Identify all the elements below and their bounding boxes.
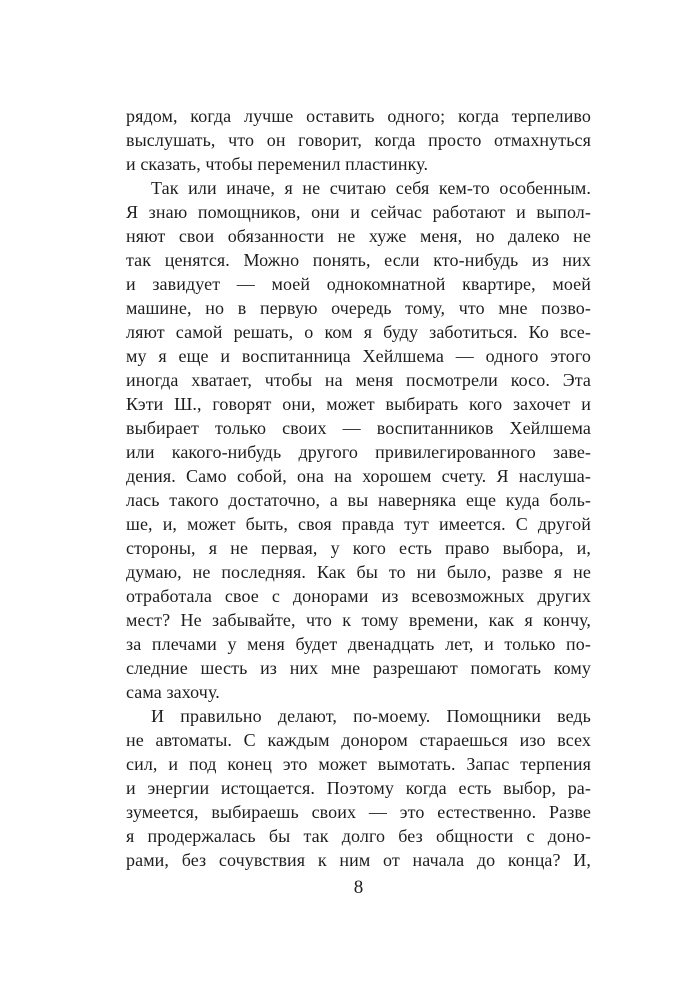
page-number: 8 bbox=[353, 877, 364, 898]
text-line: лась такого достаточно, а вы наверняка еще куда боль- bbox=[126, 490, 591, 510]
text-line: Я знаю помощников, они и сейчас работают и выпол- bbox=[126, 202, 591, 222]
text-line: или какого-нибудь другого привилегированного заве- bbox=[126, 442, 591, 462]
text-line: выслушать, что он говорит, когда просто отмахнуться bbox=[126, 130, 591, 150]
text-line: рядом, когда лучше оставить одного; когда терпеливо bbox=[126, 106, 591, 126]
text-line: ше, и, может быть, своя правда тут имеется. С другой bbox=[126, 514, 591, 534]
text-line: иногда хватает, чтобы на меня посмотрели косо. Эта bbox=[126, 370, 591, 390]
page-text-block bbox=[126, 104, 591, 872]
text-line: ляют самой решать, о ком я буду заботиться. Ко все- bbox=[126, 322, 591, 342]
text-line: следние шесть из них мне разрешают помогать кому bbox=[126, 658, 591, 678]
text-line: думаю, не последняя. Как бы то ни было, разве я не bbox=[126, 562, 591, 582]
text-line: и энергии истощается. Поэтому когда есть выбор, ра- bbox=[126, 778, 591, 798]
text-line: зумеется, выбираешь своих — это естественно. Разве bbox=[126, 802, 591, 822]
text-line: выбирает только своих — воспитанников Хейлшема bbox=[126, 418, 591, 438]
text-line: Так или иначе, я не считаю себя кем-то особенным. bbox=[151, 178, 591, 198]
text-line: и завидует — моей однокомнатной квартире, моей bbox=[126, 274, 591, 294]
text-line: отработала свое с донорами из всевозможных других bbox=[126, 586, 591, 606]
text-line: дения. Само собой, она на хорошем счету. Я наслуша- bbox=[126, 466, 591, 486]
text-line: рами, без сочувствия к ним от начала до конца? И, bbox=[126, 850, 591, 870]
text-line: я продержалась бы так долго без общности с доно- bbox=[126, 826, 591, 846]
text-line: не автоматы. С каждым донором стараешься изо всех bbox=[126, 730, 591, 750]
text-line: сама захочу. bbox=[126, 682, 220, 702]
text-line: няют свои обязанности не хуже меня, но далеко не bbox=[126, 226, 591, 246]
text-line: так ценятся. Можно понять, если кто-нибудь из них bbox=[126, 250, 591, 270]
text-line: стороны, я не первая, у кого есть право выбора, и, bbox=[126, 538, 591, 558]
text-line: му я еще и воспитанница Хейлшема — одного этого bbox=[126, 346, 591, 366]
text-line: сил, и под конец это может вымотать. Запас терпения bbox=[126, 754, 591, 774]
text-line: машине, но в первую очередь тому, что мне позво- bbox=[126, 298, 591, 318]
text-line: Кэти Ш., говорят они, может выбирать кого захочет и bbox=[126, 394, 591, 414]
text-line: мест? Не забывайте, что к тому времени, как я кончу, bbox=[126, 610, 591, 630]
text-line: и сказать, чтобы переменил пластинку. bbox=[126, 154, 429, 174]
text-line: И правильно делают, по-моему. Помощники ведь bbox=[151, 706, 591, 726]
text-line: за плечами у меня будет двенадцать лет, и только по- bbox=[126, 634, 591, 654]
